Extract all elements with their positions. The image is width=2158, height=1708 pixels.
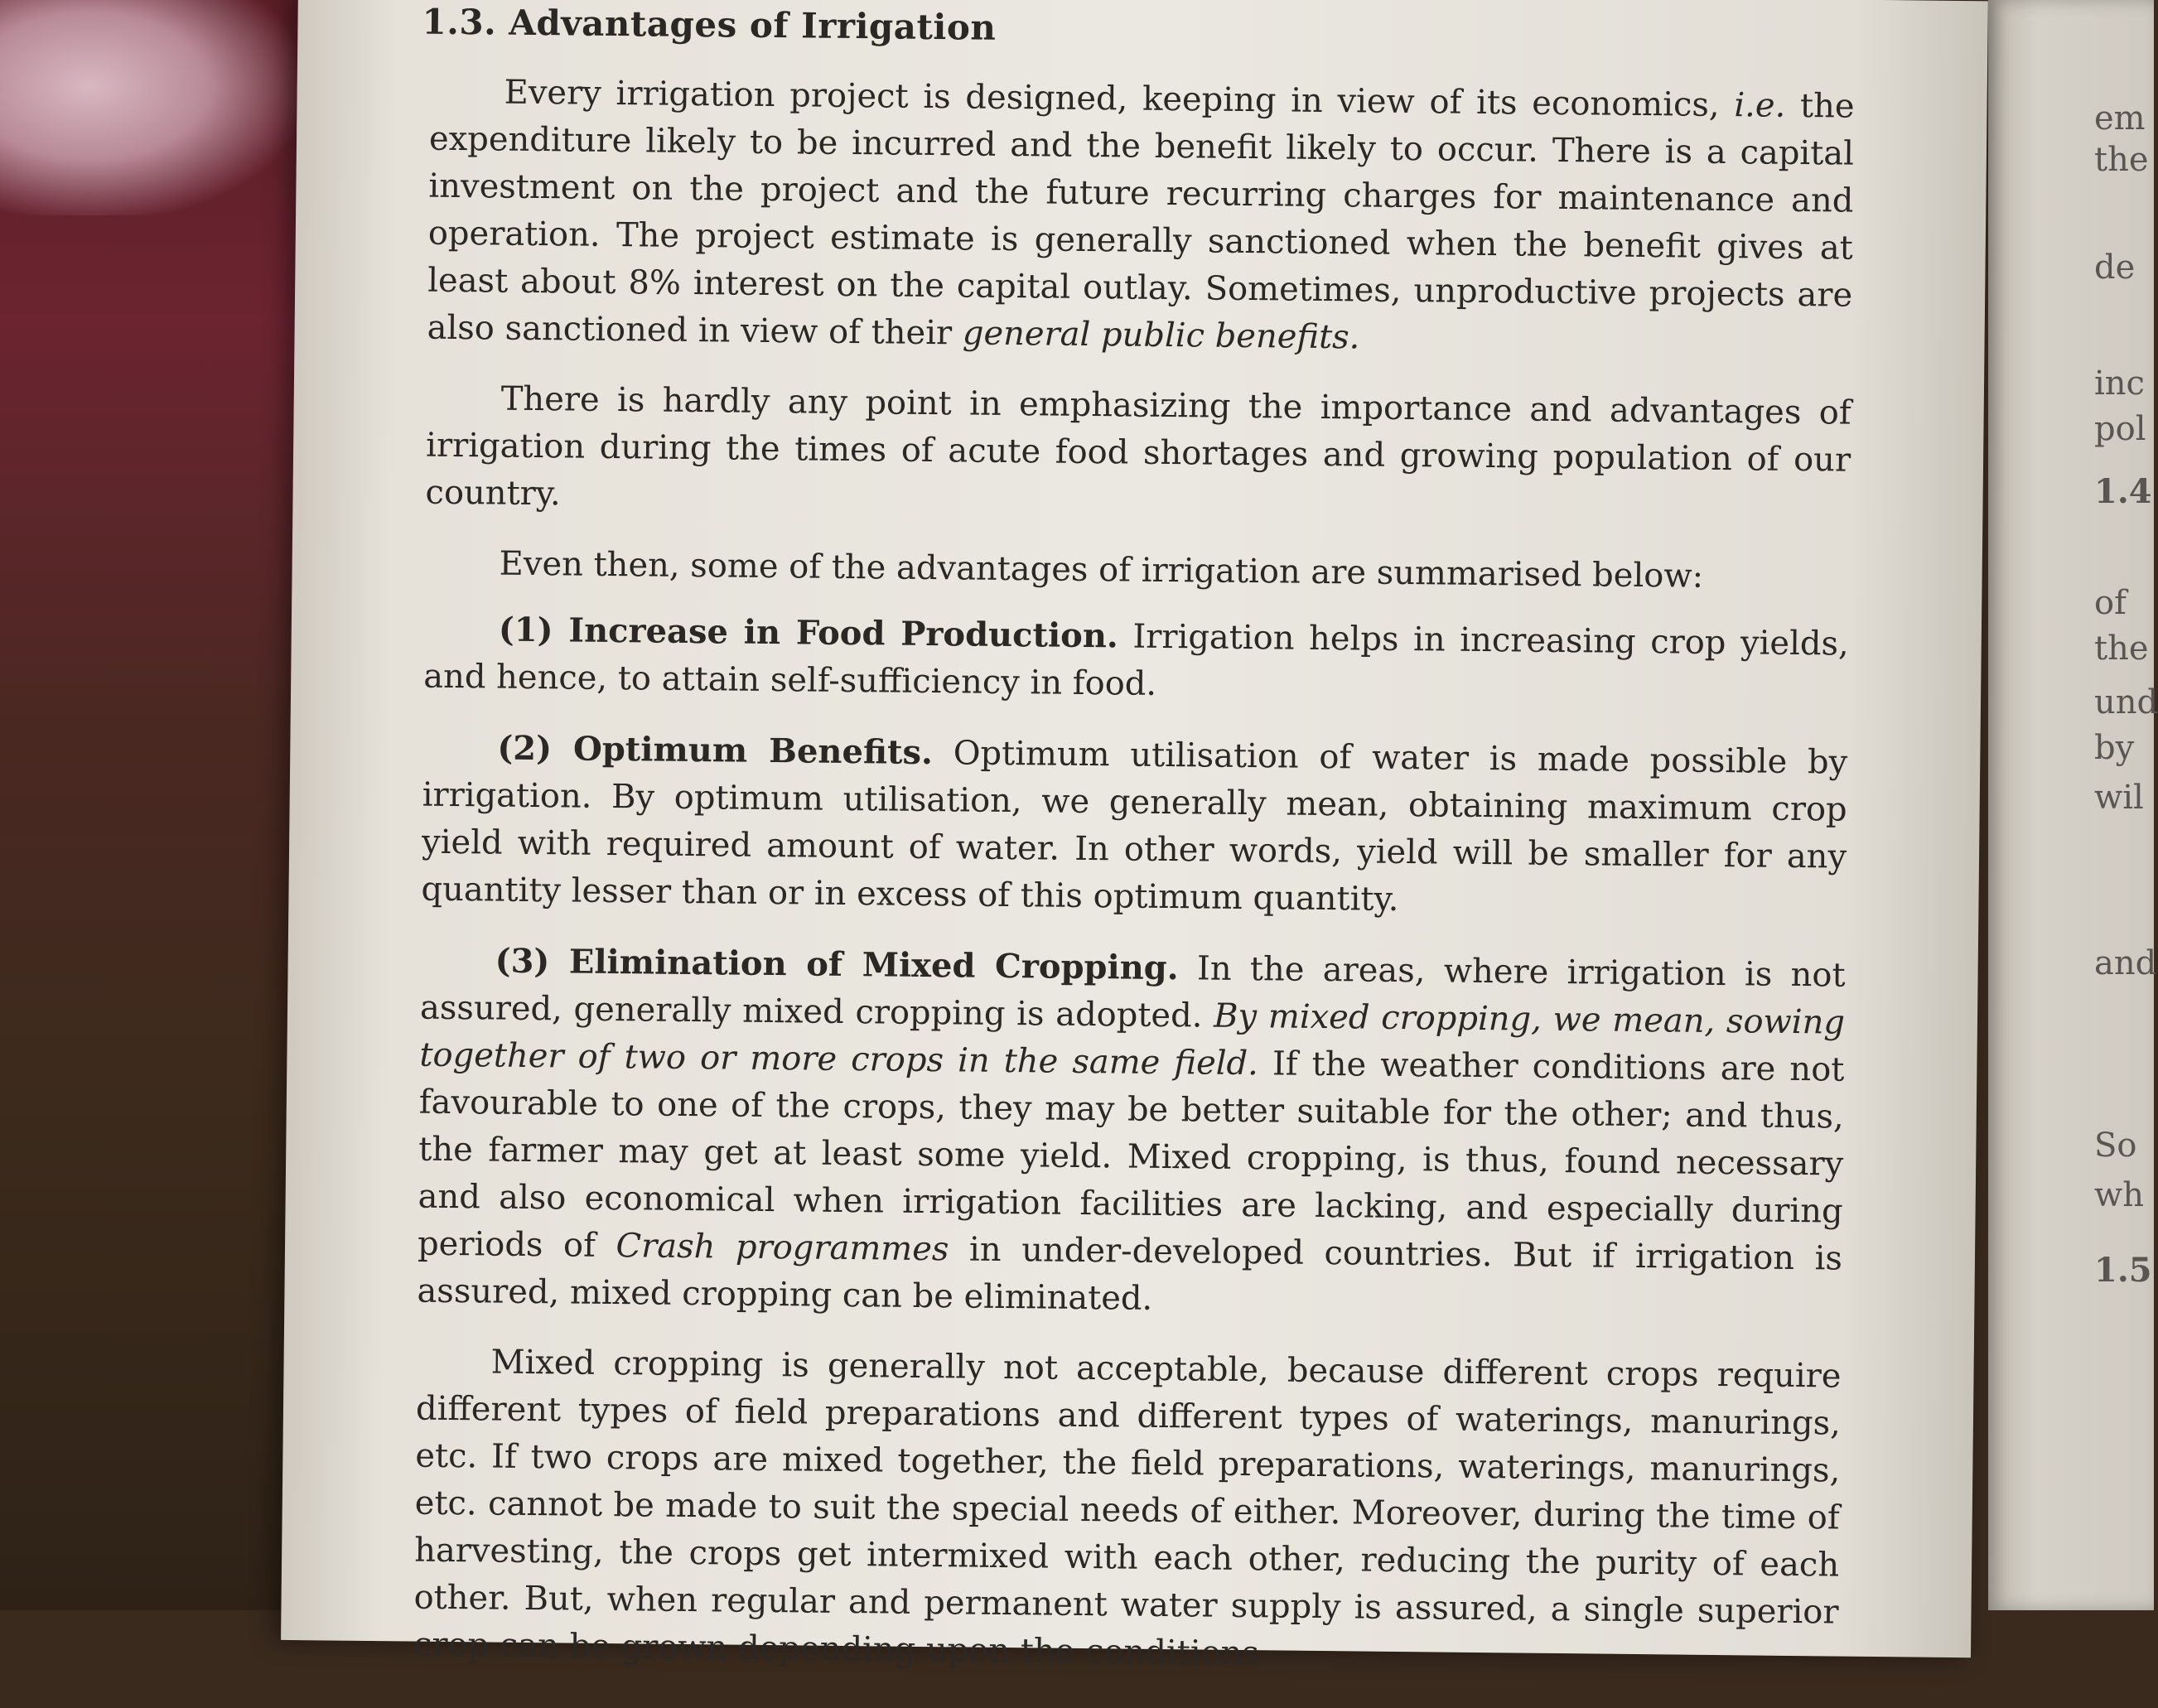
section-heading: 1.3. Advantages of Irrigation: [422, 1, 997, 48]
paragraph-text: the expenditure likely to be incurred and the benefit likely to occur. There is a capital investment on the project and the future recurring charges for maintenance and operation. The project estimate is generally sanctioned when the benefit gives at least about 8% interest on the capital outlay. Sometimes, unproductive projects are also sanctioned in view of their: [427, 86, 1855, 353]
item-italic: By mixed cropping, we mean, sowing together of two or more crops in the same field.: [419, 996, 1846, 1083]
book-page: [281, 0, 1988, 1673]
paragraph-italic: i.e.: [1734, 86, 1786, 125]
item-text: Optimum utilisation of water is made possible by irrigation. By optimum utilisation, we generally mean, obtaining maximum crop yield with required amount of water. In other words, yield will be smaller for any quantity lesser than or in excess of this optimum quantity.: [421, 734, 1848, 919]
list-item-mixed-cropping: [417, 937, 1846, 1330]
adjacent-fragment: pol: [2094, 410, 2146, 448]
adjacent-fragment: by: [2094, 729, 2135, 767]
list-item-optimum-benefits: [421, 724, 1847, 929]
adjacent-fragment: 1.4: [2094, 472, 2152, 511]
paragraph-importance: There is hardly any point in emphasizing the importance and advantages of irrigation during the times of acute food shortages and growing population of our country.: [425, 379, 1851, 514]
paragraph-mixed-cropping-drawbacks: Mixed cropping is generally not acceptable, because different crops require different types of field preparations and different types of waterings, manurings, etc. If two crops are mixed together, the field preparations, waterings, manurings, etc. cannot be made to suit the special needs of either. Moreover, during the time of harvesting, the crops get intermixed with each other, reducing the purity of each other. But, when regular and permanent water supply is assured, a single superior crop can be grown depending upon the conditions: [413, 1343, 1842, 1673]
page-content: [413, 2, 1855, 1707]
item-text: In the areas, where irrigation is not assured, generally mixed cropping is adopted.: [419, 949, 1846, 1035]
item-text: Irrigation helps in increasing crop yields, and hence, to attain self-sufficiency in food.: [423, 617, 1850, 703]
item-lead: (2) Optimum Benefits.: [497, 728, 934, 773]
adjacent-fragment: de: [2094, 248, 2136, 287]
adjacent-fragment: So: [2094, 1127, 2137, 1165]
adjacent-fragment: inc: [2094, 364, 2145, 403]
item-lead: (3) Elimination of Mixed Cropping.: [495, 941, 1179, 988]
adjacent-fragment: wil: [2094, 779, 2144, 817]
paragraph-text: Every irrigation project is designed, keeping in view of its economics,: [504, 73, 1735, 125]
adjacent-fragment: 1.5: [2094, 1251, 2152, 1290]
item-italic: Crash programmes: [616, 1227, 949, 1269]
paragraph-economics: [427, 69, 1854, 367]
adjacent-fragment: und: [2094, 683, 2158, 721]
adjacent-fragment: wh: [2094, 1176, 2144, 1214]
adjacent-fragment: em: [2094, 99, 2146, 138]
item-lead: (1) Increase in Food Production.: [498, 610, 1119, 656]
adjacent-fragment: the: [2094, 141, 2149, 179]
list-item-food-production: [423, 606, 1849, 716]
paragraph-summary-intro: Even then, some of the advantages of irrigation are summarised below:: [499, 544, 1704, 596]
adjacent-page: [1988, 0, 2158, 1610]
item-text: If the weather conditions are not favourable to one of the crops, they may be better suitable for the other; and thus, the farmer may get at least some yield. Mixed cropping, is thus, found necessary and also economical when irrigation facilities are lacking, and especially during periods of: [417, 1045, 1845, 1266]
adjacent-fragment: the: [2094, 630, 2149, 668]
item-text: in under-developed countries. But if irrigation is assured, mixed cropping can be eliminated.: [417, 1230, 1843, 1318]
adjacent-fragment: of: [2094, 584, 2127, 622]
paragraph-italic: general public benefits.: [962, 314, 1360, 357]
adjacent-fragment: and: [2094, 944, 2157, 982]
